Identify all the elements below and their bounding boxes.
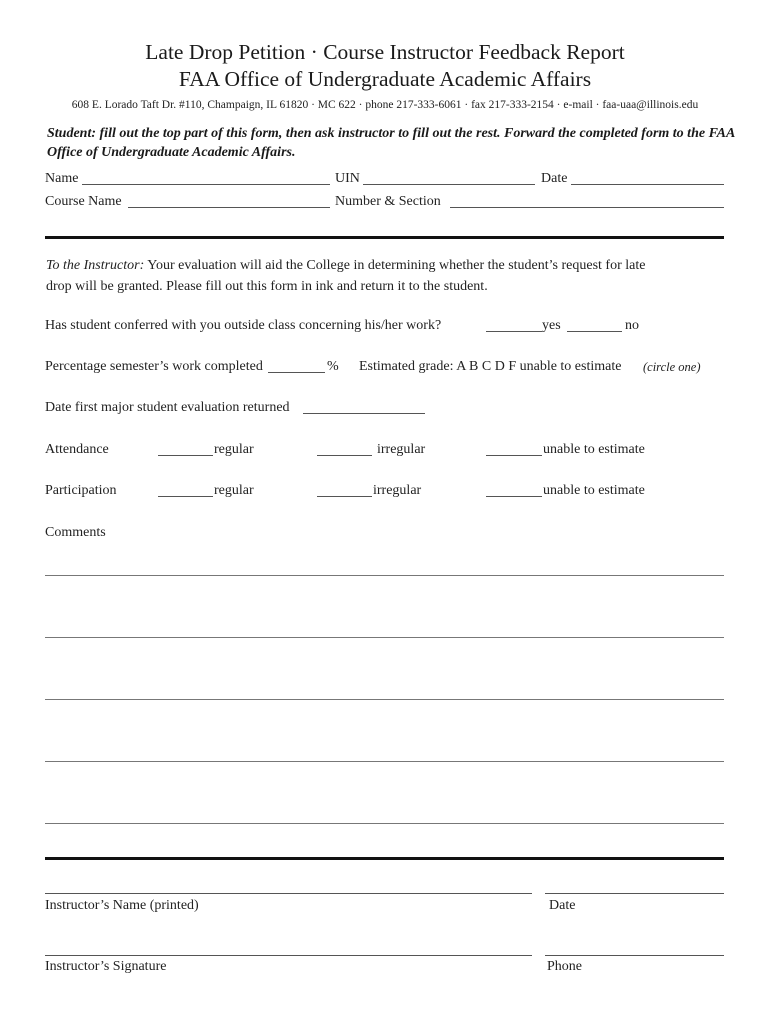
uin-field[interactable] (363, 184, 535, 185)
date-label: Date (541, 171, 568, 186)
office-address: 608 E. Lorado Taft Dr. #110, Champaign, IL 61820 · MC 622 · phone 217-333-6061 · fax 217-333-2154 · e-mail · faa-uaa@illinois.edu (71, 99, 699, 111)
participation-regular-label: regular (214, 483, 254, 498)
comments-line[interactable] (45, 575, 724, 576)
name-label: Name (45, 171, 79, 186)
participation-label: Participation (45, 483, 117, 498)
course-name-field[interactable] (128, 207, 330, 208)
attendance-label: Attendance (45, 442, 109, 457)
instructor-intro-text: Your evaluation will aid the College in determining whether the student’s request for late drop will be granted. Please fill out this form in ink and return it to the student. (46, 258, 646, 294)
comments-label: Comments (45, 525, 106, 540)
instructor-signature-label: Instructor’s Signature (45, 959, 167, 974)
course-name-label: Course Name (45, 194, 122, 209)
instructor-phone-label: Phone (547, 959, 582, 974)
instructor-date-label: Date (549, 898, 576, 913)
comments-line[interactable] (45, 637, 724, 638)
instructor-intro (46, 255, 666, 297)
instructor-intro-lead: To the Instructor: (46, 258, 145, 273)
percentage-field[interactable] (268, 372, 325, 373)
date-first-eval-field[interactable] (303, 413, 425, 414)
uin-label: UIN (335, 171, 360, 186)
percentage-label: Percentage semester’s work completed (45, 359, 263, 374)
attendance-regular-field[interactable] (158, 455, 213, 456)
instructor-signature-field[interactable] (45, 955, 532, 956)
number-section-label: Number & Section (335, 194, 441, 209)
attendance-irregular-label: irregular (377, 442, 426, 457)
instructor-phone-field[interactable] (545, 955, 724, 956)
attendance-unable-field[interactable] (486, 455, 542, 456)
office-title: FAA Office of Undergraduate Academic Affairs (178, 67, 592, 91)
instructor-name-label: Instructor’s Name (printed) (45, 898, 199, 913)
date-first-eval-label: Date first major student evaluation returned (45, 400, 290, 415)
percent-sign: % (327, 359, 339, 374)
attendance-unable-label: unable to estimate (543, 442, 645, 457)
circle-one-note: (circle one) (643, 360, 701, 374)
conferred-no-field[interactable] (567, 331, 622, 332)
instructor-name-field[interactable] (45, 893, 532, 894)
number-section-field[interactable] (450, 207, 724, 208)
attendance-regular-label: regular (214, 442, 254, 457)
comments-line[interactable] (45, 699, 724, 700)
estimated-grade-label[interactable]: Estimated grade: A B C D F unable to estimate (359, 359, 622, 374)
conferred-no-label: no (625, 318, 639, 333)
date-field[interactable] (571, 184, 724, 185)
comments-line[interactable] (45, 761, 724, 762)
name-field[interactable] (82, 184, 330, 185)
instructor-date-field[interactable] (545, 893, 724, 894)
comments-line[interactable] (45, 823, 724, 824)
participation-irregular-label: irregular (373, 483, 422, 498)
form-title: Late Drop Petition · Course Instructor Feedback Report (145, 40, 625, 64)
participation-unable-label: unable to estimate (543, 483, 645, 498)
attendance-irregular-field[interactable] (317, 455, 372, 456)
section-divider (45, 857, 724, 860)
participation-unable-field[interactable] (486, 496, 542, 497)
participation-regular-field[interactable] (158, 496, 213, 497)
section-divider (45, 236, 724, 239)
participation-irregular-field[interactable] (317, 496, 372, 497)
conferred-yes-field[interactable] (486, 331, 542, 332)
student-instructions: Student: fill out the top part of this form, then ask instructor to fill out the rest. Forward the completed form to the FAA Office of Undergraduate Academic Affairs. (47, 126, 735, 160)
conferred-question: Has student conferred with you outside class concerning his/her work? (45, 318, 442, 333)
conferred-yes-label: yes (542, 318, 561, 333)
